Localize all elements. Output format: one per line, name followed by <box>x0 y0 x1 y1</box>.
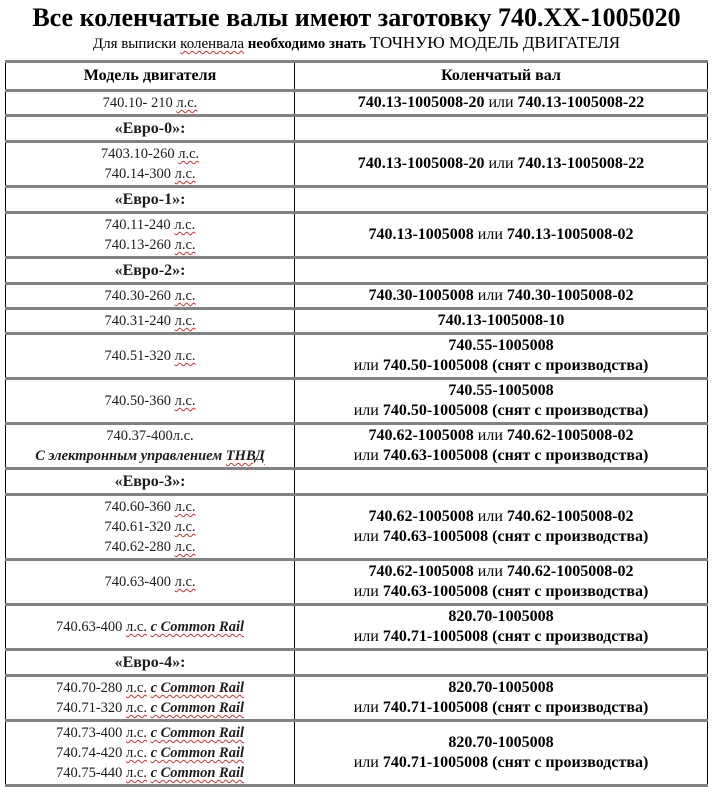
text-line: 820.70-1005008 <box>448 608 554 625</box>
crankshaft-cell <box>295 560 708 605</box>
text-line: 740.61-320 л.с. <box>104 519 196 535</box>
subtitle-bold-text: необходимо знать <box>244 36 370 52</box>
crankshaft-cell <box>295 284 708 309</box>
crankshaft-cell <box>295 605 708 650</box>
text-line: или 740.71-1005008 (снят с производства) <box>353 699 649 716</box>
text-line: 740.62-1005008 или 740.62-1005008-02 <box>368 427 634 444</box>
text-line: 740.55-1005008 <box>448 382 554 399</box>
table-row <box>6 334 708 379</box>
text-line: 740.71-320 л.с. с Common Rail <box>55 700 245 716</box>
table-row <box>6 721 708 786</box>
engine-model-cell <box>6 560 295 605</box>
engine-model-cell <box>6 284 295 309</box>
table-row <box>6 379 708 424</box>
engine-model-cell <box>6 258 295 284</box>
col-header-crankshaft: Коленчатый вал <box>295 62 708 91</box>
crankshaft-cell <box>295 213 708 258</box>
crankshaft-cell <box>295 91 708 116</box>
text-line: или 740.71-1005008 (снят с производства) <box>353 754 649 771</box>
text-line: 740.62-280 л.с. <box>104 539 196 555</box>
text-line: 740.51-320 л.с. <box>104 348 196 364</box>
crankshaft-cell <box>295 309 708 334</box>
text-line: 740.10- 210 л.с. <box>102 95 198 111</box>
text-line: или 740.63-1005008 (снят с производства) <box>353 528 649 545</box>
section-row <box>6 116 708 142</box>
table-row <box>6 676 708 721</box>
text-line: или 740.50-1005008 (снят с производства) <box>353 357 649 374</box>
section-row <box>6 650 708 676</box>
engine-model-cell <box>6 605 295 650</box>
text-line: 740.37-400л.с. <box>106 428 194 444</box>
page-title: Все коленчатые валы имеют заготовку 740.XX-1005020 <box>32 3 681 32</box>
text-line: или 740.63-1005008 (снят с производства) <box>353 583 649 600</box>
text-line: С электронным управлением ТНВД <box>35 448 265 464</box>
text-line: или 740.50-1005008 (снят с производства) <box>353 402 649 419</box>
text-line: 7403.10-260 л.с. <box>100 146 200 162</box>
engine-model-cell <box>6 650 295 676</box>
text-line: «Евро-1»: <box>114 191 186 208</box>
text-line: «Евро-2»: <box>114 262 186 279</box>
text-line: 740.63-400 л.с. <box>104 574 196 590</box>
crankshaft-cell <box>295 379 708 424</box>
text-line: 740.73-400 л.с. с Common Rail <box>55 725 245 741</box>
engine-model-cell <box>6 116 295 142</box>
crankshaft-cell <box>295 650 708 676</box>
text-line: 740.70-280 л.с. с Common Rail <box>55 680 245 696</box>
text-line: 740.13-1005008-10 <box>437 312 565 329</box>
text-line: 740.63-400 л.с. с Common Rail <box>55 619 245 635</box>
engine-model-cell <box>6 91 295 116</box>
text-line: 740.50-360 л.с. <box>104 393 196 409</box>
section-row <box>6 258 708 284</box>
table-row <box>6 213 708 258</box>
text-line: 740.13-1005008 или 740.13-1005008-02 <box>368 226 634 243</box>
engine-model-cell <box>6 309 295 334</box>
engine-model-cell <box>6 379 295 424</box>
section-row <box>6 187 708 213</box>
crankshaft-cell <box>295 676 708 721</box>
text-line: или 740.71-1005008 (снят с производства) <box>353 628 649 645</box>
crankshaft-cell <box>295 258 708 284</box>
crankshaft-cell <box>295 142 708 187</box>
subtitle-text: Для выписки <box>92 36 181 52</box>
table-row <box>6 284 708 309</box>
engine-model-cell <box>6 334 295 379</box>
crankshaft-cell <box>295 187 708 213</box>
text-line: 740.62-1005008 или 740.62-1005008-02 <box>368 563 634 580</box>
text-line: 820.70-1005008 <box>448 734 554 751</box>
col-header-engine-model: Модель двигателя <box>6 62 295 91</box>
text-line: 740.75-440 л.с. с Common Rail <box>55 765 245 781</box>
engine-model-cell <box>6 721 295 786</box>
crankshaft-cell <box>295 424 708 469</box>
crankshaft-cell <box>295 334 708 379</box>
text-line: 740.31-240 л.с. <box>104 313 196 329</box>
text-line: 740.30-1005008 или 740.30-1005008-02 <box>368 287 634 304</box>
engine-model-cell <box>6 187 295 213</box>
text-line: 740.14-300 л.с. <box>104 166 196 182</box>
text-line: 740.74-420 л.с. с Common Rail <box>55 745 245 761</box>
text-line: 820.70-1005008 <box>448 679 554 696</box>
table-header-row <box>6 62 708 91</box>
crankshaft-table <box>5 60 708 787</box>
table-row <box>6 605 708 650</box>
text-line: 740.62-1005008 или 740.62-1005008-02 <box>368 508 634 525</box>
text-line: или 740.63-1005008 (снят с производства) <box>353 447 649 464</box>
table-row <box>6 91 708 116</box>
text-line: 740.60-360 л.с. <box>104 499 196 515</box>
crankshaft-cell <box>295 495 708 560</box>
section-row <box>6 469 708 495</box>
engine-model-cell <box>6 424 295 469</box>
table-row <box>6 309 708 334</box>
crankshaft-cell <box>295 721 708 786</box>
text-line: 740.11-240 л.с. <box>104 217 196 233</box>
table-row <box>6 142 708 187</box>
text-line: «Евро-0»: <box>114 120 186 137</box>
table-row <box>6 424 708 469</box>
crankshaft-cell <box>295 116 708 142</box>
subtitle-misspelled-word: коленвала <box>180 36 244 52</box>
engine-model-cell <box>6 676 295 721</box>
page-subtitle <box>0 33 713 54</box>
engine-model-cell <box>6 495 295 560</box>
text-line: «Евро-4»: <box>114 654 186 671</box>
subtitle-caps-text: ТОЧНУЮ МОДЕЛЬ ДВИГАТЕЛЯ <box>369 33 621 52</box>
text-line: 740.13-1005008-20 или 740.13-1005008-22 <box>357 155 645 172</box>
text-line: 740.55-1005008 <box>448 337 554 354</box>
crankshaft-cell <box>295 469 708 495</box>
text-line: 740.30-260 л.с. <box>104 288 196 304</box>
table-row <box>6 495 708 560</box>
table-row <box>6 560 708 605</box>
text-line: 740.13-260 л.с. <box>104 237 196 253</box>
text-line: 740.13-1005008-20 или 740.13-1005008-22 <box>357 94 645 111</box>
engine-model-cell <box>6 213 295 258</box>
text-line: «Евро-3»: <box>114 473 186 490</box>
engine-model-cell <box>6 142 295 187</box>
engine-model-cell <box>6 469 295 495</box>
